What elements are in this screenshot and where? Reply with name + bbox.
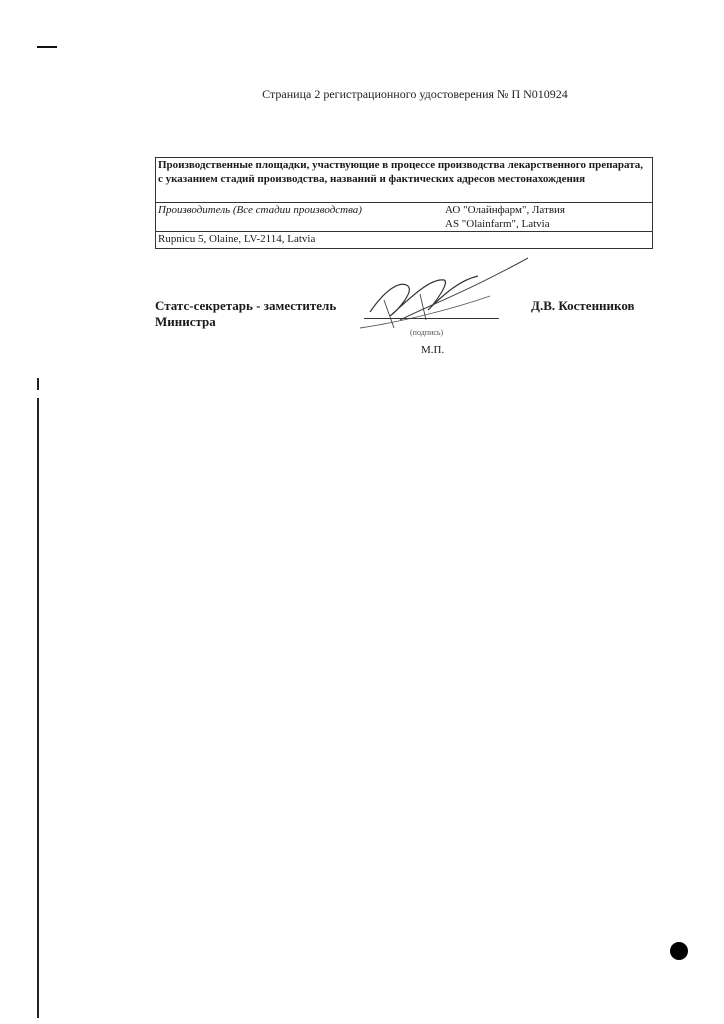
signatory-name: Д.В. Костенников	[531, 298, 635, 313]
black-dot-mark	[670, 942, 688, 960]
manufacturer-name-en: AS "Olainfarm", Latvia	[445, 218, 550, 230]
production-sites-table	[155, 157, 653, 249]
signature-line	[364, 318, 499, 319]
top-left-mark	[37, 46, 57, 48]
manufacturer-cell	[443, 203, 653, 232]
stamp-label: М.П.	[421, 344, 445, 356]
table-heading: Производственные площадки, участвующие в процессе производства лекарственного препарата, с указанием стадий производства, названий и фактических адресов местонахождения	[156, 158, 653, 203]
manufacturer-address: Rupnicu 5, Olaine, LV-2114, Latvia	[156, 232, 653, 249]
table-row	[156, 203, 653, 232]
margin-line	[37, 378, 39, 390]
production-role: Производитель (Все стадии производства)	[156, 203, 444, 232]
signatory-title-line1: Статс-секретарь - заместитель	[155, 298, 337, 313]
signature-caption: (подпись)	[410, 328, 444, 337]
table-row	[156, 232, 653, 249]
page-header: Страница 2 регистрационного удостоверения № П N010924	[262, 87, 568, 101]
margin-line	[37, 398, 39, 1018]
manufacturer-name-ru: АО "Олайнфарм", Латвия	[445, 204, 565, 216]
table-heading-row	[156, 158, 653, 203]
signatory-title-line2: Министра	[155, 314, 216, 329]
